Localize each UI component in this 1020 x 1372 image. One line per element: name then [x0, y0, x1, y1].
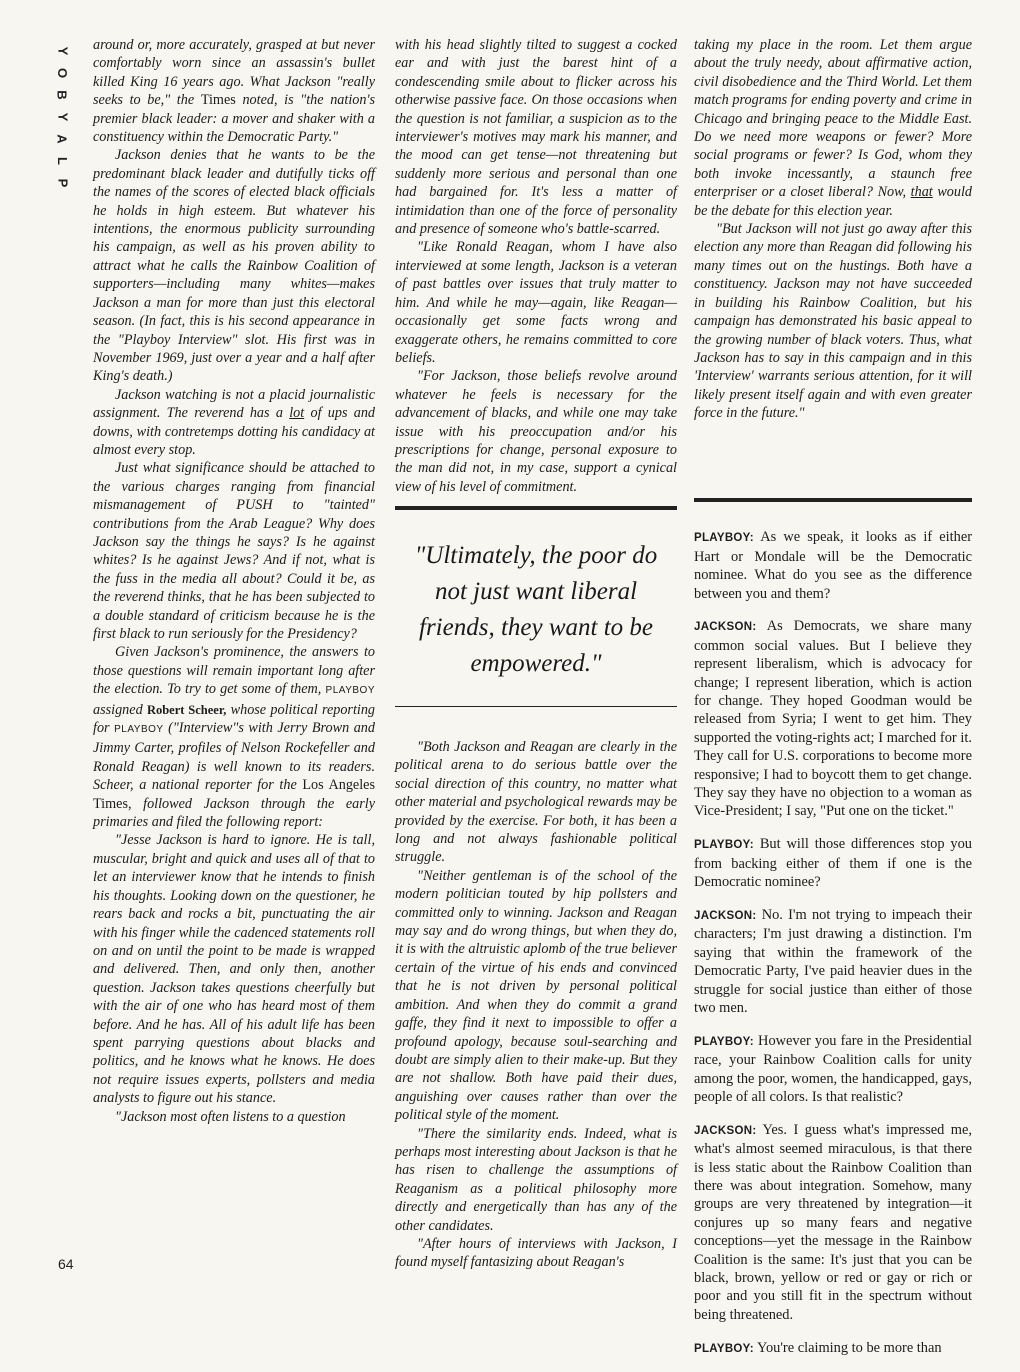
speaker-label: JACKSON:: [694, 621, 757, 634]
masthead-letter: Y: [54, 46, 70, 56]
interview-qa: [694, 514, 972, 1372]
speaker-label: PLAYBOY:: [694, 1342, 754, 1355]
qa-entry: PLAYBOY: As we speak, it looks as if either Hart or Mondale will be the Democratic nominee. What do you see as the difference between you and them?: [694, 529, 972, 602]
paragraph: Jackson denies that he wants to be the predominant black leader and dutifully ticks off the names of the scores of elected black officials he holds in high esteem. But whatever his intentions, the enormous publicity surrounding his campaign, as well as his proven ability to attract what he calls the Rainbow Coalition of supporters—including many whites—makes Jackson a man for more than just this electoral season. (In fact, this is his second appearance in the "Playboy Interview" slot. His first was in November 1969, just over a year and a half after King's death.): [93, 147, 375, 385]
qa-entry: JACKSON: No. I'm not trying to impeach their characters; I'm just drawing a distinction. I'm saying that within the framework of the Democratic Party, I've paid heavier dues in the struggle for social justice than either of those two men.: [694, 906, 972, 1016]
page-number: 64: [58, 1256, 74, 1272]
paragraph: Given Jackson's prominence, the answers to those questions will remain important long after the election. To try to get some of them, PLAYBOY assigned Robert Scheer, whose political reporting for PLAYBOY ("Interview"s with Jerry Brown and Jimmy Carter, profiles of Nelson Rockefeller and Ronald Reagan) is well known to its readers. Scheer, a national reporter for the Los Angeles Times, followed Jackson through the early primaries and filed the following report:: [93, 644, 376, 831]
column-2-lower: [395, 738, 677, 1272]
speaker-label: PLAYBOY:: [694, 532, 754, 545]
masthead-letter: A: [54, 134, 70, 144]
qa-entry: PLAYBOY: However you fare in the Presidential race, your Rainbow Coalition calls for unity among the poor, women, the handicapped, gays, people of all colors. Is that realistic?: [694, 1032, 973, 1105]
paragraph: Jackson watching is not a placid journalistic assignment. The reverend has a lot of ups and downs, with contretemps dotting his candidacy at almost every stop.: [93, 386, 376, 458]
column-1: [93, 36, 375, 1126]
qa-entry: JACKSON: Yes. I guess what's impressed me, what's almost seemed miraculous, is that there is less static about the Rainbow Coalition than there was about integration. Somehow, many groups are very threatened by integration—it conjures up so many fears and negative conceptions—yet the message in the Rainbow Coalition is the same: It's just that you can be black, brown, yellow or red or gay or rich or poor and you still fit in the spectrum without being threatened.: [694, 1121, 972, 1323]
speaker-label: PLAYBOY:: [694, 1035, 754, 1048]
masthead-letter: P: [54, 178, 70, 188]
paragraph: "Neither gentleman is of the school of the modern politician touted by hip pollsters and committed only to winning. Jackson and Reagan may say and do wrong things, but when they do, it is with the altruistic aplomb of the true believer certain of the virtue of his ends and convinced that he is not driven by personal political ambition. And when they do commit a grand gaffe, they find it next to impossible to offer a profound apology, because soul-searching and doubt are simply alien to their make-up. But they are not shallow. Both have paid their dues, anguishing over causes rather than over the political style of the moment.: [395, 867, 677, 1124]
playboy-masthead: [54, 40, 70, 194]
paragraph: "For Jackson, those beliefs revolve around whatever he feels is necessary for the advancement of blacks, and while one may take issue with his preoccupation and/or his prescriptions for change, personal exposure to the man did not, in my case, support a cynical view of his level of commitment.: [395, 368, 677, 495]
pull-quote: "Ultimately, the poor do not just want liberal friends, they want to be empowered.": [414, 542, 658, 678]
speaker-label: PLAYBOY:: [694, 839, 754, 852]
paragraph: around or, more accurately, grasped at but never comfortably worn since an assassin's bullet killed King 16 years ago. What Jackson "really seeks to be," the Times noted, is "the nation's premier black leader: a mover and shaker with a constituency within the Democratic Party.": [93, 37, 376, 146]
paragraph: "Jackson most often listens to a question: [115, 1108, 346, 1125]
paragraph: with his head slightly tilted to suggest a cocked ear and with just the barest hint of a condescending smile about to flicker across his otherwise passive face. On those occasions when the question is not familiar, a suspicion as to the interviewer's motives may mark his manner, and the mood can get tense—not threatening but suddenly more serious and personal than one had bargained for. It's less a matter of intimidation than one of the force of personality and presence of someone who's battle-scarred.: [395, 37, 677, 238]
qa-entry: JACKSON: As Democrats, we share many common social values. But I believe they represent liberalism, which is advocacy for change; I represent liberation, which is action for change. They hoped Goodman would be released from Syria; I went to get him. They supported the voting-rights act; I marched for it. They call for U.S. corporations to become more responsive; I had to boycott them to get change. They say they have no objection to a woman as Vice-President; I say, "Put one on the ticket.": [694, 618, 972, 820]
column-3: [694, 36, 972, 423]
paragraph: "Like Ronald Reagan, whom I have also interviewed at some length, Jackson is a veteran of past battles over issues that truly matter to him. And while he may—again, like Reagan—occasionally get some facts wrong and exaggerate others, he remains committed to core beliefs.: [395, 239, 677, 366]
paragraph: "After hours of interviews with Jackson, I found myself fantasizing about Reagan's: [395, 1235, 677, 1271]
masthead-letter: B: [54, 90, 70, 100]
qa-entry: PLAYBOY: You're claiming to be more than: [694, 1339, 942, 1356]
paragraph: "There the similarity ends. Indeed, what is perhaps most interesting about Jackson is that he has risen to challenge the assumptions of Reaganism as a political philosophy more directly and energetically than has any of the other candidates.: [395, 1125, 677, 1234]
speaker-label: JACKSON:: [694, 909, 757, 922]
masthead-letter: L: [54, 157, 70, 165]
paragraph: "Both Jackson and Reagan are clearly in the political arena to do serious battle over the social direction of this country, no matter what other material and psychological rewards may be provided by the exercise. For both, it has been a long and not always fashionable political struggle.: [395, 739, 677, 866]
section-divider: [694, 498, 972, 502]
paragraph: "But Jackson will not just go away after this election any more than Reagan did following his many times out on the hustings. Both have a constituency. Jackson may not have succeeded in building his Rainbow Coalition, but his campaign has demonstrated his basic appeal to the growing number of black voters. Thus, what Jackson has to say in this campaign and in this 'Interview' warrants serious attention, for it will likely present itself again and with even greater force in the future.": [694, 221, 972, 422]
speaker-label: JACKSON:: [694, 1124, 757, 1137]
qa-entry: PLAYBOY: But will those differences stop you from backing either of them if one is the Democratic nominee?: [694, 836, 972, 891]
paragraph: taking my place in the room. Let them argue about the truly needy, about affirmative action, civil disobedience and the Third World. Let them match programs for ending poverty and crime in Chicago and bringing peace to the Middle East. Do we need more weapons or fewer? More social programs or fewer? Is God, whom they both invoke incessantly, a staunch free enterpriser or a closet liberal? Now, that would be the debate for this election year.: [694, 37, 972, 219]
masthead-letter: Y: [54, 112, 70, 122]
pull-quote-bottom-rule: [395, 706, 677, 707]
masthead-letter: O: [55, 67, 70, 79]
paragraph: Just what significance should be attached to the various charges ranging from financial mismanagement of PUSH to "tainted" contributions from the Arab League? Why does Jackson say the things he says? Is he against whites? Is he against Jews? And if not, what is the fuss in the media all about? Could it be, as the reverend thinks, that he has been subjected to a double standard of criticism because he is the first black to run seriously for the Presidency?: [93, 460, 375, 642]
paragraph: "Jesse Jackson is hard to ignore. He is tall, muscular, bright and quick and uses all of that to let an interviewer know that he intends to finish his thoughts. Looking down on the questioner, he rears back and rocks a bit, punctuating the air with his finger while the cadenced statements roll on and on until the point to be made is wrapped and delivered. Then, and only then, another question. Jackson takes questions cheerfully but with the air of one who has heard most of them before. And he has. All of his adult life has been spent parrying questions about blacks and politics, and he knows what he knows. He does not require issues experts, pollsters and media analysts to figure out his stance.: [93, 832, 375, 1107]
column-2: [395, 36, 677, 707]
